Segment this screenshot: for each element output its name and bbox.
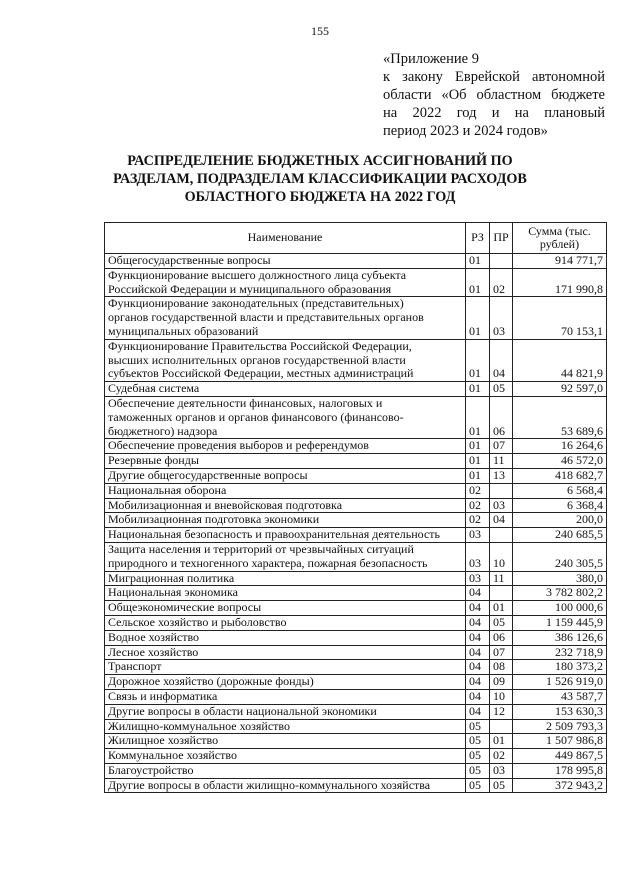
appendix-line: «Приложение 9 <box>383 51 479 67</box>
row-sum: 1 159 445,9 <box>513 615 607 630</box>
row-name-line: Водное хозяйство <box>108 629 200 644</box>
table-row <box>105 439 607 454</box>
row-pr: 05 <box>490 382 513 397</box>
row-rz: 02 <box>466 483 490 498</box>
row-rz: 03 <box>466 571 490 586</box>
row-name-line: Обеспечение деятельности финансовых, налоговых и <box>108 395 383 410</box>
row-rz: 05 <box>466 763 490 778</box>
row-rz: 05 <box>466 734 490 749</box>
table-body <box>105 254 607 793</box>
row-name <box>105 528 466 543</box>
row-pr: 13 <box>490 468 513 483</box>
row-pr: 04 <box>490 513 513 528</box>
row-rz: 04 <box>466 630 490 645</box>
row-sum: 46 572,0 <box>513 454 607 469</box>
title-line: РАЗДЕЛАМ, ПОДРАЗДЕЛАМ КЛАССИФИКАЦИИ РАСХОДОВ <box>113 171 527 187</box>
row-name-line: Другие вопросы в области национальной экономики <box>108 703 377 718</box>
row-name-line: Мобилизационная и вневойсковая подготовка <box>108 497 343 512</box>
row-rz: 04 <box>466 675 490 690</box>
row-name-line: Жилищное хозяйство <box>108 733 219 748</box>
row-name <box>105 615 466 630</box>
row-name-line: Резервные фонды <box>108 453 199 468</box>
row-pr <box>490 719 513 734</box>
row-pr: 04 <box>490 339 513 381</box>
appendix-line: области «Об областном бюджете <box>383 87 605 103</box>
row-pr: 08 <box>490 660 513 675</box>
row-name-line: Жилищно-коммунальное хозяйство <box>108 718 291 733</box>
title-line: РАСПРЕДЕЛЕНИЕ БЮДЖЕТНЫХ АССИГНОВАНИЙ ПО <box>127 153 513 169</box>
row-pr: 09 <box>490 675 513 690</box>
row-sum: 53 689,6 <box>513 396 607 438</box>
row-pr: 11 <box>490 454 513 469</box>
table-row <box>105 468 607 483</box>
row-name-line: Коммунальное хозяйство <box>108 748 237 763</box>
row-sum: 44 821,9 <box>513 339 607 381</box>
document-title <box>60 152 580 206</box>
row-name-line: Общегосударственные вопросы <box>108 253 271 267</box>
row-pr <box>490 483 513 498</box>
table-row <box>105 542 607 571</box>
row-sum: 449 867,5 <box>513 749 607 764</box>
row-sum: 3 782 802,2 <box>513 586 607 601</box>
row-pr: 02 <box>490 749 513 764</box>
row-name-line: высших исполнительных органов государственной власти <box>108 352 406 367</box>
row-sum: 1 507 986,8 <box>513 734 607 749</box>
row-rz: 02 <box>466 513 490 528</box>
header-pr: ПР <box>490 223 513 254</box>
row-rz: 04 <box>466 615 490 630</box>
row-pr: 12 <box>490 704 513 719</box>
row-pr: 06 <box>490 396 513 438</box>
row-sum: 70 153,1 <box>513 297 607 339</box>
row-pr: 03 <box>490 498 513 513</box>
table-row <box>105 297 607 339</box>
row-name <box>105 734 466 749</box>
row-name-line: Общеэкономические вопросы <box>108 600 262 615</box>
header-name: Наименование <box>105 223 466 254</box>
header-sum-line: Сумма (тыс. <box>528 224 591 238</box>
row-name <box>105 763 466 778</box>
row-name-line: Связь и информатика <box>108 688 218 703</box>
table-header-row <box>105 223 607 254</box>
row-sum: 240 305,5 <box>513 542 607 571</box>
table-row <box>105 498 607 513</box>
row-name-line: Функционирование Правительства Российской Федерации, <box>108 338 412 353</box>
row-sum: 914 771,7 <box>513 254 607 269</box>
appendix-line: на 2022 год и на плановый <box>383 105 605 121</box>
row-name <box>105 396 466 438</box>
table-row <box>105 601 607 616</box>
row-rz: 01 <box>466 268 490 297</box>
row-name-line: Защита населения и территорий от чрезвычайных ситуаций <box>108 541 414 556</box>
header-sum-line: рублей) <box>539 237 580 251</box>
row-name <box>105 704 466 719</box>
table-row <box>105 513 607 528</box>
row-name <box>105 297 466 339</box>
row-name-line: Мобилизационная подготовка экономики <box>108 512 320 527</box>
row-rz: 04 <box>466 660 490 675</box>
row-sum: 171 990,8 <box>513 268 607 297</box>
row-rz: 04 <box>466 704 490 719</box>
row-name <box>105 454 466 469</box>
row-name-line: Другие вопросы в области жилищно-коммунального хозяйства <box>108 777 431 792</box>
row-name <box>105 660 466 675</box>
header-rz: РЗ <box>466 223 490 254</box>
row-rz: 01 <box>466 297 490 339</box>
row-sum: 386 126,6 <box>513 630 607 645</box>
row-rz: 04 <box>466 645 490 660</box>
row-rz: 01 <box>466 382 490 397</box>
row-name <box>105 719 466 734</box>
row-name-line: Судебная система <box>108 381 200 396</box>
row-sum: 372 943,2 <box>513 778 607 793</box>
row-pr: 10 <box>490 689 513 704</box>
table-row <box>105 382 607 397</box>
table-row <box>105 704 607 719</box>
row-name-line: Другие общегосударственные вопросы <box>108 467 308 482</box>
row-name-line: Функционирование законодательных (представительных) <box>108 296 404 311</box>
budget-table <box>104 222 607 793</box>
table-row <box>105 778 607 793</box>
row-pr: 11 <box>490 571 513 586</box>
row-name <box>105 675 466 690</box>
row-name <box>105 645 466 660</box>
row-sum: 240 685,5 <box>513 528 607 543</box>
row-sum: 6 568,4 <box>513 483 607 498</box>
row-rz: 01 <box>466 254 490 269</box>
row-name <box>105 439 466 454</box>
row-name <box>105 468 466 483</box>
appendix-note <box>383 50 605 140</box>
row-pr: 06 <box>490 630 513 645</box>
row-name <box>105 382 466 397</box>
row-sum: 2 509 793,3 <box>513 719 607 734</box>
row-name-line: бюджетного) надзора <box>108 423 218 438</box>
table-row <box>105 630 607 645</box>
row-sum: 178 995,8 <box>513 763 607 778</box>
row-name <box>105 571 466 586</box>
table-row <box>105 571 607 586</box>
table-row <box>105 454 607 469</box>
row-name-line: Национальная экономика <box>108 585 238 600</box>
row-pr: 07 <box>490 645 513 660</box>
table-row <box>105 675 607 690</box>
table-row <box>105 645 607 660</box>
row-name <box>105 542 466 571</box>
row-sum: 180 373,2 <box>513 660 607 675</box>
row-name <box>105 254 466 269</box>
row-pr: 01 <box>490 734 513 749</box>
row-rz: 03 <box>466 542 490 571</box>
row-name-line: таможенных органов и органов финансового (финансово- <box>108 409 404 424</box>
row-pr: 03 <box>490 297 513 339</box>
row-name <box>105 339 466 381</box>
row-pr: 10 <box>490 542 513 571</box>
row-rz: 04 <box>466 689 490 704</box>
row-name <box>105 498 466 513</box>
table-row <box>105 586 607 601</box>
row-name-line: Лесное хозяйство <box>108 644 199 659</box>
table-row <box>105 734 607 749</box>
row-name <box>105 689 466 704</box>
row-name <box>105 268 466 297</box>
row-sum: 418 682,7 <box>513 468 607 483</box>
table-row <box>105 660 607 675</box>
row-name-line: Обеспечение проведения выборов и референдумов <box>108 438 369 453</box>
row-name-line: природного и техногенного характера, пожарная безопасность <box>108 555 428 570</box>
row-pr <box>490 254 513 269</box>
table-row <box>105 396 607 438</box>
table-row <box>105 483 607 498</box>
row-pr: 03 <box>490 763 513 778</box>
row-name-line: Благоустройство <box>108 762 194 777</box>
row-rz: 01 <box>466 339 490 381</box>
row-rz: 01 <box>466 439 490 454</box>
row-name-line: Транспорт <box>108 659 162 674</box>
row-rz: 01 <box>466 468 490 483</box>
row-name-line: органов государственной власти и представительных органов <box>108 310 424 325</box>
row-name <box>105 586 466 601</box>
row-rz: 05 <box>466 778 490 793</box>
row-name-line: Дорожное хозяйство (дорожные фонды) <box>108 674 314 689</box>
table-row <box>105 719 607 734</box>
row-rz: 05 <box>466 719 490 734</box>
table-row <box>105 339 607 381</box>
table-row <box>105 254 607 269</box>
row-name-line: Сельское хозяйство и рыболовство <box>108 614 287 629</box>
row-name-line: субъектов Российской Федерации, местных администраций <box>108 366 414 381</box>
row-name-line: Миграционная политика <box>108 570 235 585</box>
row-sum: 200,0 <box>513 513 607 528</box>
row-name <box>105 749 466 764</box>
row-rz: 01 <box>466 454 490 469</box>
row-sum: 92 597,0 <box>513 382 607 397</box>
row-name-line: Российской Федерации и муниципального образования <box>108 281 392 296</box>
header-sum <box>513 223 607 254</box>
appendix-line: к закону Еврейской автономной <box>383 69 605 85</box>
row-sum: 380,0 <box>513 571 607 586</box>
row-pr: 05 <box>490 615 513 630</box>
row-sum: 1 526 919,0 <box>513 675 607 690</box>
title-line: ОБЛАСТНОГО БЮДЖЕТА НА 2022 ГОД <box>184 189 456 205</box>
row-sum: 100 000,6 <box>513 601 607 616</box>
row-pr: 01 <box>490 601 513 616</box>
row-sum: 232 718,9 <box>513 645 607 660</box>
row-name-line: Национальная безопасность и правоохранительная деятельность <box>108 527 441 542</box>
row-name-line: Национальная оборона <box>108 482 227 497</box>
row-pr <box>490 586 513 601</box>
row-rz: 01 <box>466 396 490 438</box>
table-row <box>105 763 607 778</box>
row-name-line: муниципальных образований <box>108 323 259 338</box>
table-row <box>105 528 607 543</box>
row-name-line: Функционирование высшего должностного лица субъекта <box>108 267 407 282</box>
row-name <box>105 630 466 645</box>
row-name <box>105 601 466 616</box>
row-sum: 6 368,4 <box>513 498 607 513</box>
row-pr: 05 <box>490 778 513 793</box>
appendix-line: период 2023 и 2024 годов» <box>383 123 548 139</box>
table-row <box>105 615 607 630</box>
row-name <box>105 778 466 793</box>
row-rz: 04 <box>466 601 490 616</box>
row-rz: 02 <box>466 498 490 513</box>
row-sum: 43 587,7 <box>513 689 607 704</box>
row-sum: 153 630,3 <box>513 704 607 719</box>
row-pr: 02 <box>490 268 513 297</box>
table-row <box>105 689 607 704</box>
row-pr <box>490 528 513 543</box>
page-number: 155 <box>311 24 329 38</box>
row-rz: 03 <box>466 528 490 543</box>
row-sum: 16 264,6 <box>513 439 607 454</box>
row-pr: 07 <box>490 439 513 454</box>
row-name <box>105 483 466 498</box>
table-row <box>105 268 607 297</box>
row-rz: 04 <box>466 586 490 601</box>
table-row <box>105 749 607 764</box>
row-name <box>105 513 466 528</box>
row-rz: 05 <box>466 749 490 764</box>
